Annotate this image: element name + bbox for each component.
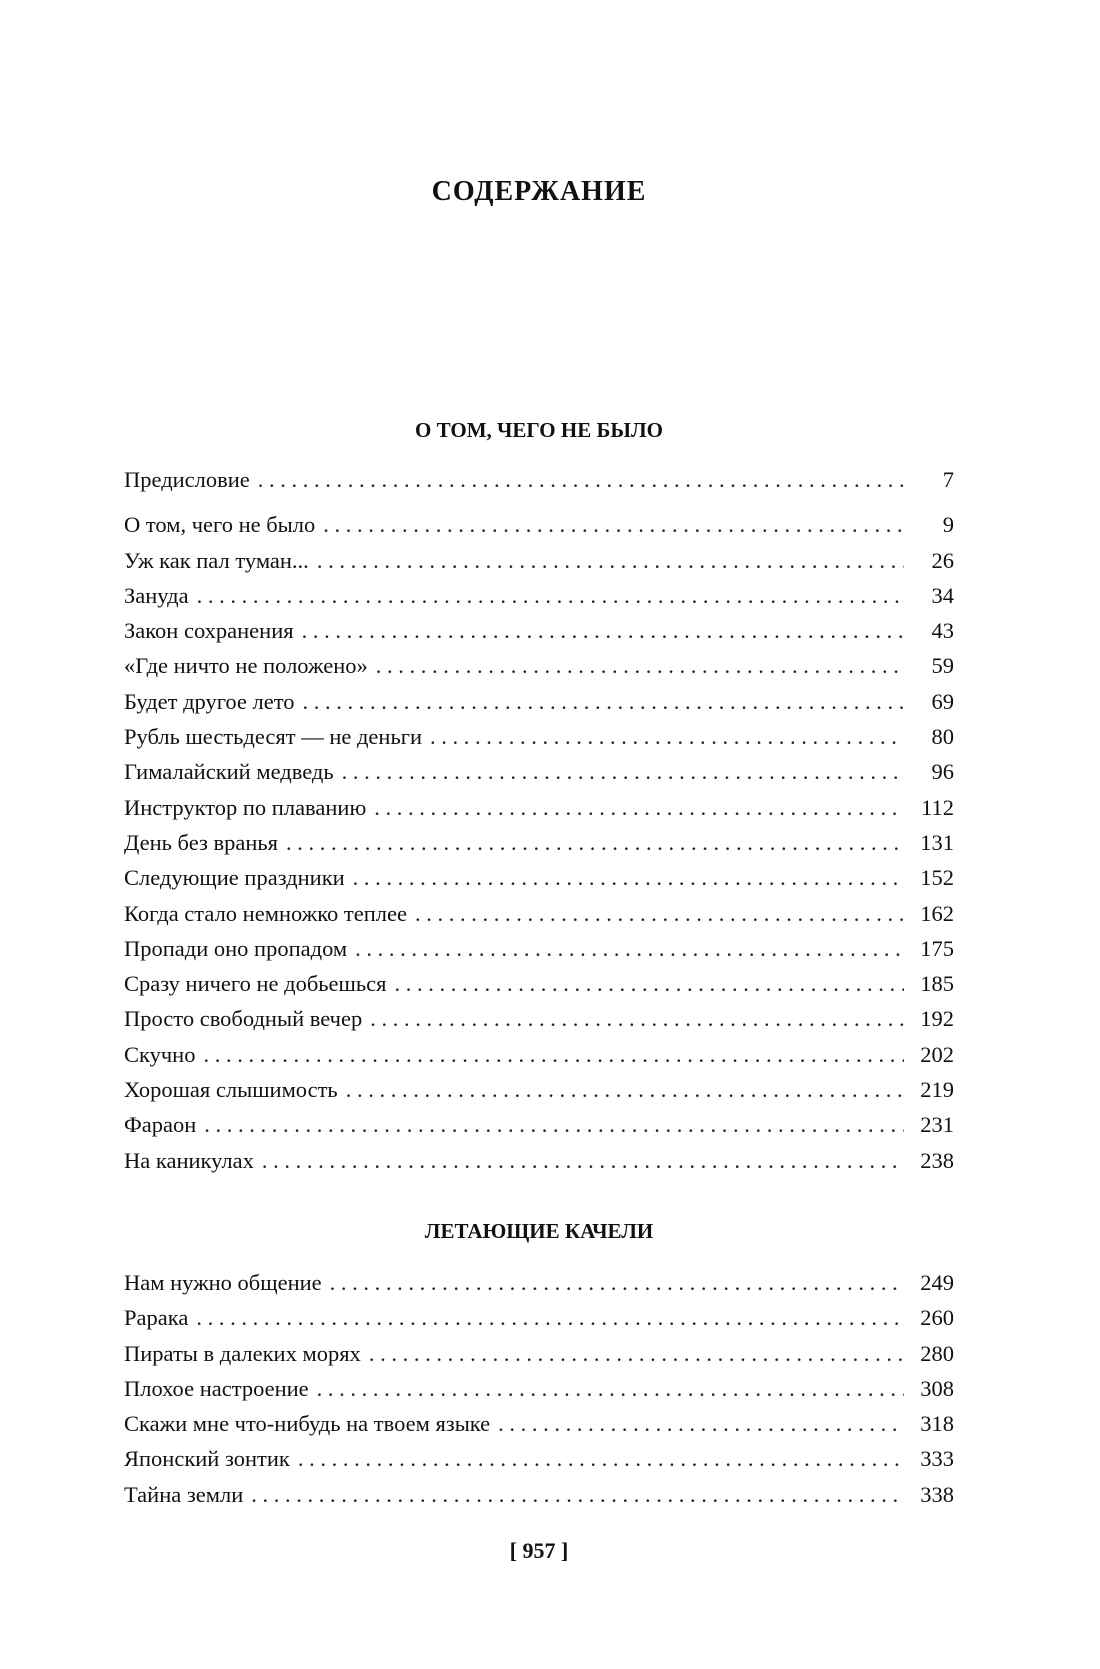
toc-entry [124,1300,954,1335]
toc-entry-title: Закон сохранения [124,618,294,644]
toc-entry-title: Инструктор по плаванию [124,794,367,820]
toc-entry-page-number: 238 [920,1147,954,1173]
toc-entry-page-number: 59 [931,653,954,679]
toc-entry-title: Сразу ничего не добьешься [124,971,387,997]
toc-entry-title: Гималайский медведь [124,759,334,785]
toc-entry [124,578,954,613]
toc-entry [124,754,954,789]
toc-entry-page-number: 80 [931,724,954,750]
toc-entry [124,1371,954,1406]
toc-entry [124,931,954,966]
dot-leader [197,578,904,613]
toc-entry-page-number: 34 [931,582,954,608]
dot-leader [355,931,904,966]
toc-entry [124,1107,954,1142]
toc-entry [124,1037,954,1072]
toc-entry [124,790,954,825]
toc-entry-title: Просто свободный вечер [124,1006,363,1032]
toc-entry-page-number: 231 [920,1112,954,1138]
toc-entry-title: Нам нужно общение [124,1270,322,1295]
toc-entry [124,1477,954,1512]
toc-entry-page-number: 162 [920,900,954,926]
toc-entry-title: Пропади оно пропадом [124,935,348,961]
toc-entry-title: Фараон [124,1112,197,1138]
toc-entry-title: Пираты в далеких морях [124,1340,361,1366]
dot-leader [498,1406,904,1441]
dot-leader [346,1072,904,1107]
toc-entry [124,1336,954,1371]
toc-entry-title: Скажи мне что-нибудь на твоем языке [124,1411,491,1437]
section-heading-1: О ТОМ, ЧЕГО НЕ БЫЛО [415,418,663,442]
dot-leader [204,1107,904,1142]
dot-leader [298,1441,904,1476]
toc-entry [124,543,954,578]
dot-leader [262,1143,904,1178]
dot-leader [258,462,904,497]
dot-leader [323,507,904,542]
toc-entry-page-number: 96 [931,759,954,785]
toc-entry-title: Японский зонтик [124,1446,290,1472]
toc-entry-title: Уж как пал туман... [124,547,309,573]
toc-entry [124,966,954,1001]
dot-leader [330,1265,904,1300]
dot-leader [342,754,904,789]
toc-entry-page-number: 43 [931,618,954,644]
toc-entry [124,1441,954,1476]
toc-entry-title: На каникулах [124,1147,254,1173]
toc-entry [124,1143,954,1178]
toc-entry [124,1406,954,1441]
toc-entry-page-number: 152 [920,865,954,891]
toc-entry [124,719,954,754]
toc-entry-title: Тайна земли [124,1481,244,1507]
toc-entry-title: О том, чего не было [124,512,316,538]
toc-entry-title: «Где ничто не положено» [124,653,368,679]
dot-leader [369,1336,904,1371]
toc-entry-page-number: 260 [920,1305,954,1331]
dot-leader [394,966,904,1001]
toc-entry-page-number: 26 [931,547,954,573]
toc-entry-title: Рарака [124,1305,189,1331]
toc-entry [124,896,954,931]
section-heading-2: ЛЕТАЮЩИЕ КАЧЕЛИ [424,1219,654,1243]
dot-leader [430,719,904,754]
toc-entry-page-number: 69 [931,688,954,714]
toc-entry-title: Следующие праздники [124,865,345,891]
toc-entry [124,1001,954,1036]
dot-leader [317,543,904,578]
dot-leader [376,648,904,683]
dot-leader [286,825,904,860]
toc-entry [124,1265,954,1300]
toc-entry-page-number: 192 [920,1006,954,1032]
toc-entry [124,860,954,895]
toc-entry-page-number: 318 [920,1411,954,1437]
toc-entry [124,684,954,719]
toc-list-section-1 [124,462,954,1178]
dot-leader [203,1037,904,1072]
toc-entry [124,462,954,497]
toc-entry-page-number: 9 [942,512,954,538]
toc-entry [124,507,954,542]
toc-entry-page-number: 219 [920,1077,954,1103]
toc-entry-title: Рубль шестьдесят — не деньги [124,724,422,750]
toc-entry [124,825,954,860]
dot-leader [370,1001,904,1036]
toc-entry-title: Предисловие [124,467,250,492]
dot-leader [302,613,904,648]
page-title: СОДЕРЖАНИЕ [431,176,647,207]
page-number: [ 957 ] [509,1538,569,1563]
dot-leader [196,1300,904,1335]
toc-entry-title: День без вранья [124,829,278,855]
toc-entry-page-number: 202 [920,1041,954,1067]
dot-leader [251,1477,904,1512]
dot-leader [317,1371,904,1406]
toc-entry-page-number: 308 [920,1375,954,1401]
toc-entry-title: Плохое настроение [124,1375,309,1401]
toc-entry-title: Будет другое лето [124,688,295,714]
toc-entry [124,648,954,683]
dot-leader [415,896,904,931]
toc-list-section-2 [124,1265,954,1512]
toc-entry-title: Когда стало немножко теплее [124,900,407,926]
toc-entry-title: Хорошая слышимость [124,1077,338,1103]
toc-entry-page-number: 333 [920,1446,954,1472]
dot-leader [353,860,904,895]
toc-entry [124,1072,954,1107]
toc-entry-title: Зануда [124,582,189,608]
dot-leader [303,684,904,719]
dot-leader [374,790,904,825]
toc-entry-page-number: 7 [942,467,954,492]
toc-entry-page-number: 131 [920,829,954,855]
toc-entry-page-number: 338 [920,1481,954,1507]
toc-entry-page-number: 185 [920,971,954,997]
toc-entry-page-number: 280 [920,1340,954,1366]
toc-entry-page-number: 112 [921,794,954,820]
toc-entry-page-number: 175 [920,935,954,961]
toc-entry [124,613,954,648]
toc-entry-title: Скучно [124,1041,196,1067]
toc-entry-page-number: 249 [920,1270,954,1295]
